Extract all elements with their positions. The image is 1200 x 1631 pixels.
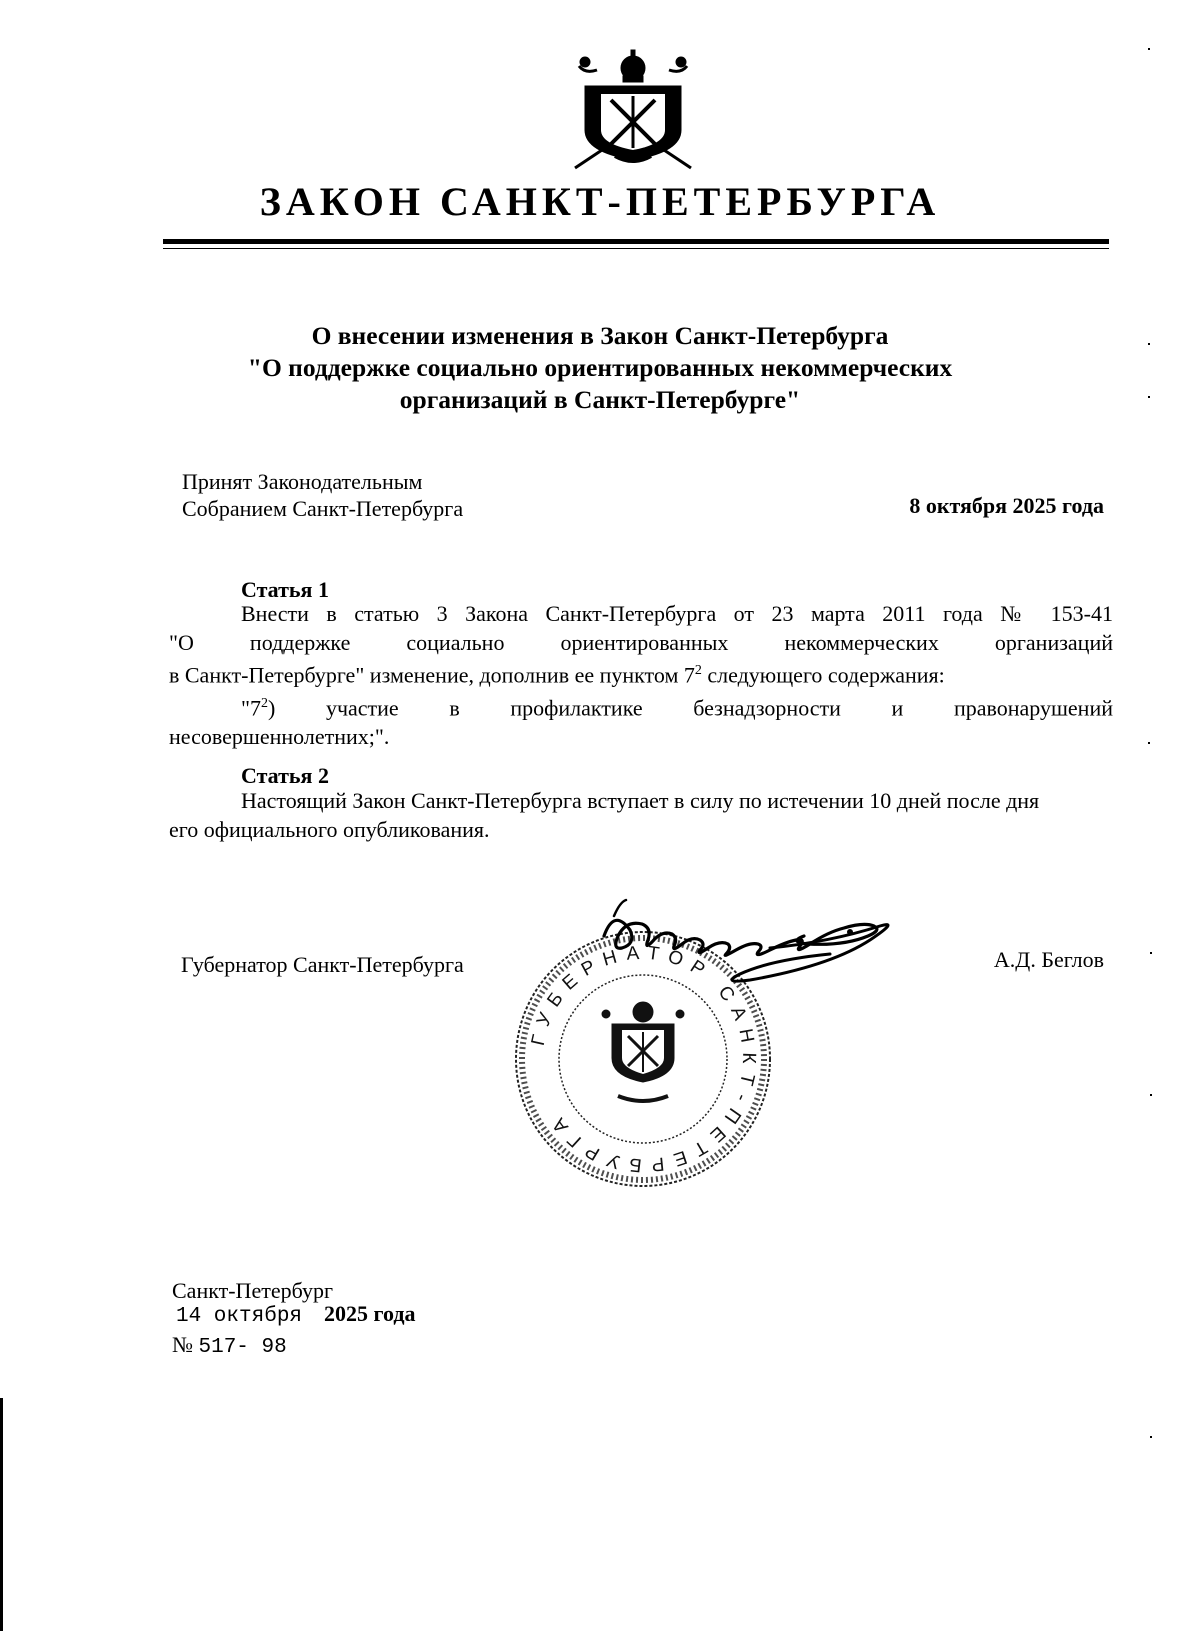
scan-speck [1150,1436,1152,1438]
article-2-line: Настоящий Закон Санкт-Петербурга вступает в силу по истечении 10 дней после дня [241,788,1040,813]
superscript: 2 [260,695,268,711]
law-number-prefix: № [172,1332,199,1357]
law-title-line: О внесении изменения в Закон Санкт-Петербурга [311,321,889,350]
scan-speck [1148,742,1150,744]
scan-speck [1148,396,1150,398]
article-1-line: Внести в статью 3 Закона Санкт-Петербурга от 23 марта 2011 года № 153-41 [241,601,1113,626]
law-title-line: организаций в Санкт-Петербурге" [399,385,801,414]
law-title-line: "О поддержке социально ориентированных некоммерческих [247,353,953,382]
scan-speck [1150,952,1152,954]
article-2-heading: Статья 2 [241,763,329,788]
signing-place: Санкт-Петербург [172,1278,333,1303]
header-rule-thin [163,248,1109,249]
law-number [172,1331,287,1361]
header-rule-thick [163,239,1109,244]
adoption-note [182,468,463,522]
scan-speck [1150,1094,1152,1096]
superscript: 2 [694,663,702,678]
article-1-line: несовершеннолетних;". [169,723,390,749]
article-1-line [169,690,1113,723]
article-1-text: в Санкт-Петербурге" изменение, дополнив ее пунктом 7 [169,662,695,688]
adoption-line: Принят Законодательным [182,469,423,494]
coat-of-arms-icon [571,48,695,172]
signing-date-typed: 14 октября [176,1305,303,1328]
article-1-text: "7 [241,695,261,721]
law-heading: ЗАКОН САНКТ-ПЕТЕРБУРГА [259,179,941,224]
scan-speck [1148,48,1150,50]
adoption-line: Собранием Санкт-Петербурга [182,496,464,521]
signatory-position: Губернатор Санкт-Петербурга [181,952,464,977]
article-1-heading: Статья 1 [241,577,329,602]
article-1-line [169,657,1113,690]
article-1-line: "О поддержке социально ориентированных некоммерческих организаций [169,629,1113,655]
adoption-date: 8 октября 2025 года [909,493,1104,518]
signing-date [176,1300,415,1330]
seal-text: ГУБЕРНАТОР САНКТ-ПЕТЕРБУРГА [527,942,760,1176]
article-1-text: ) участие в профилактике безнадзорности и правонарушений [267,695,1113,721]
signing-year: 2025 года [324,1301,416,1326]
law-number-value: 517- 98 [198,1336,287,1359]
scan-edge [0,1398,3,1631]
law-title [0,320,1200,416]
article-2-line: его официального опубликования. [169,816,490,842]
signatory-name: А.Д. Беглов [993,947,1104,972]
handwritten-signature [600,896,980,996]
article-1-body [169,600,1113,751]
scan-speck [1148,343,1150,345]
article-2-body [169,787,1113,844]
article-1-text: следующего содержания: [701,662,945,688]
